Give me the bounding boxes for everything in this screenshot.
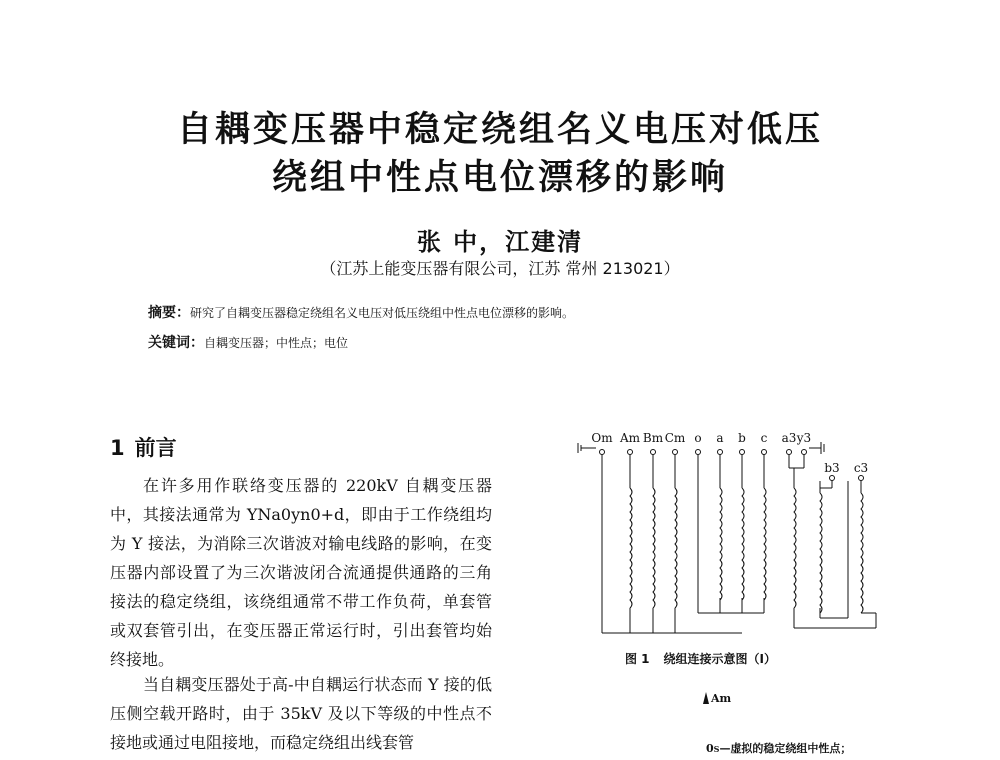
figure2-label-am: Am <box>711 692 732 705</box>
terminal-label-cm: Cm <box>664 431 686 445</box>
terminal-label-bm: Bm <box>642 431 664 445</box>
terminal-node-a3 <box>787 450 792 455</box>
figure-caption <box>625 650 776 667</box>
terminal-label-c3: c3 <box>853 461 869 475</box>
terminal-label-o: o <box>694 431 702 445</box>
terminal-node-am <box>628 450 633 455</box>
winding-coil-a <box>720 488 722 600</box>
terminal-node-om <box>600 450 605 455</box>
section-title: 前言 <box>134 436 177 460</box>
terminal-node-y3 <box>802 450 807 455</box>
abstract-text: 研究了自耦变压器稳定绕组名义电压对低压绕组中性点电位漂移的影响。 <box>190 306 575 320</box>
figure2-partial <box>703 692 731 705</box>
figure-caption-number: 图 1 <box>625 652 650 666</box>
terminal-label-om: Om <box>591 431 613 445</box>
terminal-label-am: Am <box>619 431 641 445</box>
winding-coil-bm <box>653 488 655 608</box>
terminal-node-bm <box>651 450 656 455</box>
terminal-node-c3 <box>859 476 864 481</box>
winding-coil-c <box>764 488 766 600</box>
abstract <box>148 302 574 322</box>
winding-coil-b <box>742 488 744 600</box>
keywords-label: 关键词： <box>148 335 204 351</box>
terminal-label-b3: b3 <box>824 461 840 475</box>
terminal-node-b <box>740 450 745 455</box>
paper-title-line1: 自耦变压器中稳定绕组名义电压对低压 <box>176 109 823 150</box>
terminal-node-cm <box>673 450 678 455</box>
winding-coil-a3 <box>794 488 796 608</box>
winding-coil-c3 <box>861 493 863 613</box>
body-paragraph-1: 在许多用作联络变压器的 220kV 自耦变压器中，其接法通常为 YNa0yn0+d，即由于工作绕组均为 Y 接法，为消除三次谐波对输电线路的影响，在变压器内部设置了为三次谐波闭合流通提供通路的三角接法的稳定绕组，该绕组通常不带工作负荷，单套管或双套管引出，在变压器正常运行时，引出套管均始终接地。 <box>110 476 492 669</box>
terminal-label-b: b <box>738 431 746 445</box>
keywords <box>148 332 348 352</box>
ground-symbol-right <box>809 442 824 454</box>
authors: 张 中，江建清 <box>416 227 584 256</box>
affiliation: （江苏上能变压器有限公司，江苏 常州 213021） <box>320 259 680 278</box>
note-subscript: S <box>713 744 720 754</box>
section-heading <box>110 432 177 462</box>
terminal-node-a <box>718 450 723 455</box>
arrow-up-icon <box>703 692 709 704</box>
terminal-label-y3: y3 <box>796 431 812 445</box>
terminal-label-a3: a3 <box>781 431 797 445</box>
terminal-node-o <box>696 450 701 455</box>
terminal-node-c <box>762 450 767 455</box>
winding-coil-b3 <box>820 493 822 613</box>
figure-caption-text: 绕组连接示意图（Ⅰ） <box>663 652 776 666</box>
keywords-text: 自耦变压器；中性点；电位 <box>204 336 349 350</box>
terminal-node-b3 <box>830 476 835 481</box>
note-text: —虚拟的稳定绕组中性点； <box>719 742 852 755</box>
terminal-label-a: a <box>716 431 724 445</box>
section-number: 1 <box>110 436 125 460</box>
winding-coil-cm <box>675 488 677 608</box>
terminal-label-c: c <box>760 431 768 445</box>
figure-winding-diagram <box>576 428 880 642</box>
note-prefix: 0 <box>706 742 714 755</box>
body-paragraph-2: 当自耦变压器处于高-中自耦运行状态而 Y 接的低压侧空载开路时，由于 35kV 及以下等级的中性点不接地或通过电阻接地，而稳定绕组出线套管 <box>110 675 492 752</box>
winding-coil-am <box>630 488 632 608</box>
paper-title-line2: 绕组中性点电位漂移的影响 <box>271 157 728 198</box>
figure2-note <box>706 740 851 756</box>
abstract-label: 摘要： <box>148 305 190 321</box>
